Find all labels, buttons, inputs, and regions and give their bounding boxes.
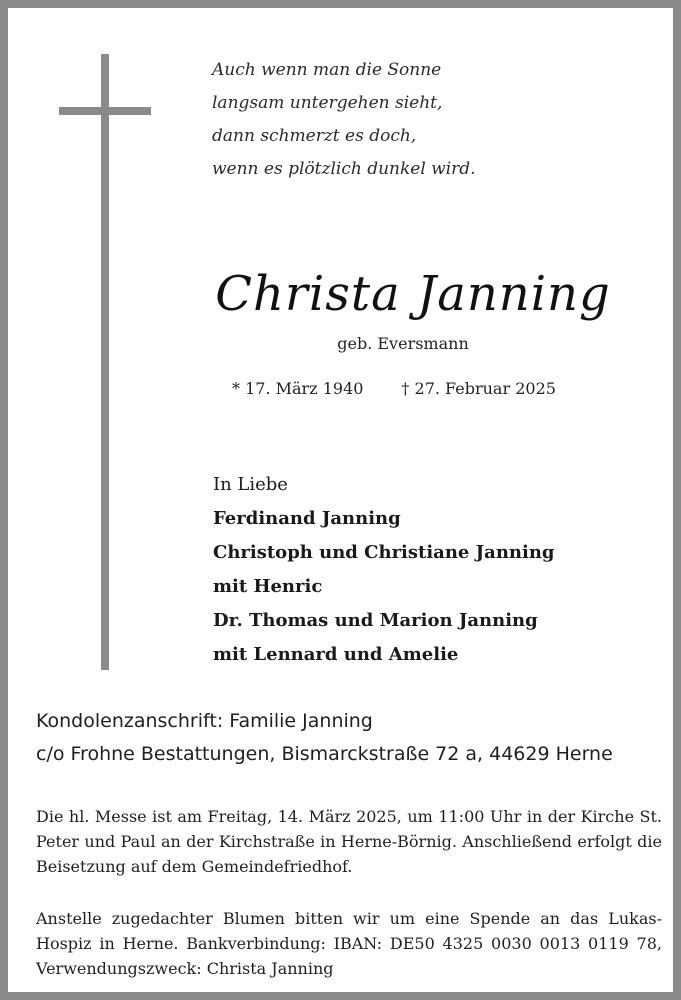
poem-line: dann schmerzt es doch, (212, 126, 417, 146)
poem-line: wenn es plötzlich dunkel wird. (212, 159, 476, 179)
family-member: Christoph und Christiane Janning (213, 542, 555, 563)
family-signatories (213, 468, 555, 672)
poem (212, 54, 652, 186)
life-dates (232, 379, 556, 398)
donation-notice: Anstelle zugedachter Blumen bitten wir um eine Spende an das Lukas-Hospiz in Herne. Bankverbindung: IBAN: DE50 4325 0030 0013 0119 78, Verwendungszweck: Christa Janning (36, 909, 662, 978)
deceased-name: Christa Janning (215, 266, 611, 322)
death-date: † 27. Februar 2025 (401, 379, 556, 398)
family-member: mit Lennard und Amelie (213, 644, 459, 665)
family-member: mit Henric (213, 576, 323, 597)
family-member: Dr. Thomas und Marion Janning (213, 610, 538, 631)
cross-icon-horizontal-bar (59, 107, 151, 115)
condolence-line: c/o Frohne Bestattungen, Bismarckstraße 72 a, 44629 Herne (36, 743, 613, 765)
condolence-address (36, 705, 666, 771)
poem-line: Auch wenn man die Sonne (212, 60, 442, 80)
birth-name: geb. Eversmann (337, 334, 469, 353)
condolence-line: Kondolenzanschrift: Familie Janning (36, 710, 373, 732)
family-intro: In Liebe (213, 474, 288, 495)
birth-date: * 17. März 1940 (232, 379, 364, 398)
family-member: Ferdinand Janning (213, 508, 401, 529)
cross-icon-vertical-bar (101, 54, 109, 670)
mass-notice: Die hl. Messe ist am Freitag, 14. März 2025, um 11:00 Uhr in der Kirche St. Peter und Paul an der Kirchstraße in Herne-Börnig. Anschließend erfolgt die Beisetzung auf dem Gemeindefriedhof. (36, 807, 662, 876)
poem-line: langsam untergehen sieht, (212, 93, 443, 113)
